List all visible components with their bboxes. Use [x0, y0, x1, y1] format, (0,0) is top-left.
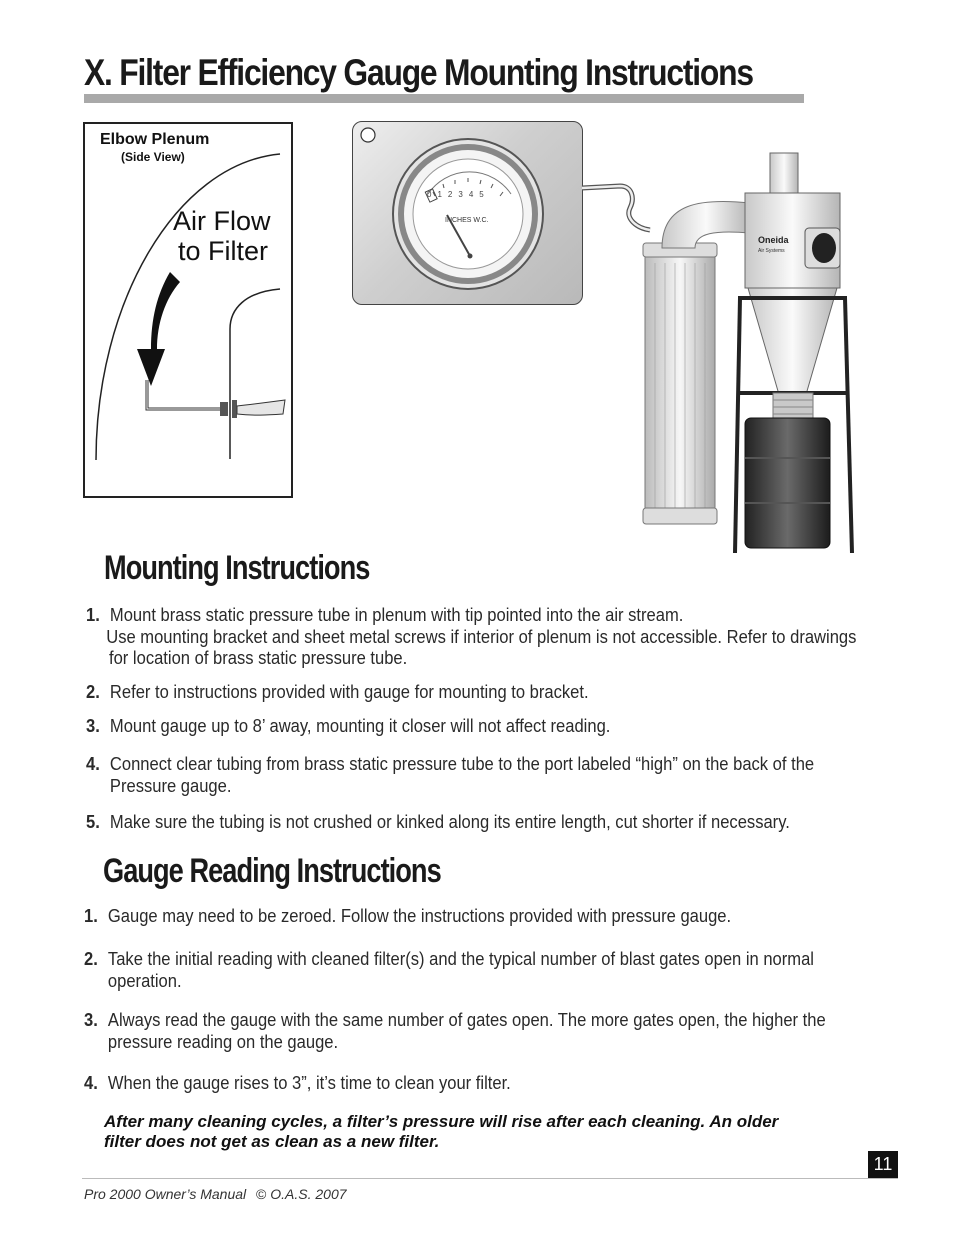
page-number: 11 [868, 1151, 898, 1178]
gauge-units: INCHES W.C. [445, 217, 489, 224]
item-text: Pressure gauge. [109, 776, 232, 796]
mounting-heading: Mounting Instructions [104, 549, 370, 587]
gauge-tick: 4 [468, 190, 480, 199]
footer-manual: Pro 2000 Owner’s Manual [84, 1186, 247, 1202]
item-number: 3. [86, 716, 100, 736]
note-line: filter does not get as clean as a new filter. [104, 1132, 440, 1151]
item-text: Take the initial reading with cleaned filter(s) and the typical number of blast gates open in normal [107, 949, 814, 969]
footer-divider [82, 1178, 898, 1179]
footer [84, 1186, 347, 1202]
item-number: 5. [86, 812, 100, 832]
mounting-item-3 [86, 715, 611, 737]
item-number: 4. [84, 1073, 98, 1093]
item-text: pressure reading on the gauge. [107, 1032, 339, 1052]
gauge-tick: 2 [447, 190, 459, 199]
gauge-tick-labels [427, 190, 490, 199]
copyright-icon: © [256, 1186, 267, 1202]
gauge-tick: 0 [427, 190, 438, 199]
item-number: 2. [84, 949, 98, 969]
diagram-label: Elbow Plenum [100, 131, 210, 148]
diagram-sublabel: (Side View) [121, 150, 185, 164]
item-text: for location of brass static pressure tube. [109, 648, 408, 668]
item-text: When the gauge rises to 3”, it’s time to clean your filter. [107, 1073, 511, 1093]
reading-item-4 [84, 1072, 511, 1094]
item-text: Make sure the tubing is not crushed or kinked along its entire length, cut shorter if necessary. [109, 812, 790, 832]
gauge-tick: 5 [479, 190, 490, 199]
gauge-image [352, 121, 583, 305]
dust-collector-icon [640, 148, 860, 558]
item-text: Mount brass static pressure tube in plenum with tip pointed into the air stream. [109, 605, 684, 625]
note-line: After many cleaning cycles, a filter’s pressure will rise after each cleaning. An older [104, 1112, 779, 1131]
mounting-item-4 [86, 753, 815, 796]
collector-brand-sub: Air Systems [758, 248, 785, 254]
item-text: Always read the gauge with the same number of gates open. The more gates open, the higher the [107, 1010, 826, 1030]
item-number: 4. [86, 754, 100, 774]
reading-item-3 [84, 1009, 826, 1052]
item-number: 1. [84, 906, 98, 926]
item-number: 2. [86, 682, 100, 702]
gauge-tick: 3 [458, 190, 469, 199]
airflow-label-line2: to Filter [178, 236, 269, 266]
pressure-gauge-icon [353, 122, 584, 306]
airflow-label-line1: Air Flow [173, 206, 271, 236]
item-number: 3. [84, 1010, 98, 1030]
item-text: Refer to instructions provided with gauge for mounting to bracket. [109, 682, 589, 702]
item-text: Use mounting bracket and sheet metal screws if interior of plenum is not accessible. Refer to drawings [106, 627, 857, 647]
footer-org: O.A.S. 2007 [270, 1186, 347, 1202]
page-title: X. Filter Efficiency Gauge Mounting Instructions [84, 52, 753, 93]
elbow-plenum-diagram [83, 122, 293, 498]
mounting-item-1 [86, 604, 857, 668]
item-text: operation. [107, 971, 182, 991]
mounting-item-2 [86, 681, 589, 703]
gauge-tick: 1 [437, 190, 448, 199]
item-text: Gauge may need to be zeroed. Follow the instructions provided with pressure gauge. [107, 906, 732, 926]
collector-brand: Oneida [758, 235, 789, 245]
mounting-item-5 [86, 811, 790, 833]
plenum-drawing [85, 124, 295, 500]
item-text: Mount gauge up to 8’ away, mounting it closer will not affect reading. [109, 716, 611, 736]
reading-heading: Gauge Reading Instructions [103, 852, 441, 890]
reading-item-1 [84, 905, 732, 927]
reading-item-2 [84, 948, 814, 991]
reading-note [104, 1112, 778, 1152]
item-number: 1. [86, 605, 100, 625]
item-text: Connect clear tubing from brass static pressure tube to the port labeled “high” on the back of the [109, 754, 815, 774]
title-underline [84, 94, 804, 103]
